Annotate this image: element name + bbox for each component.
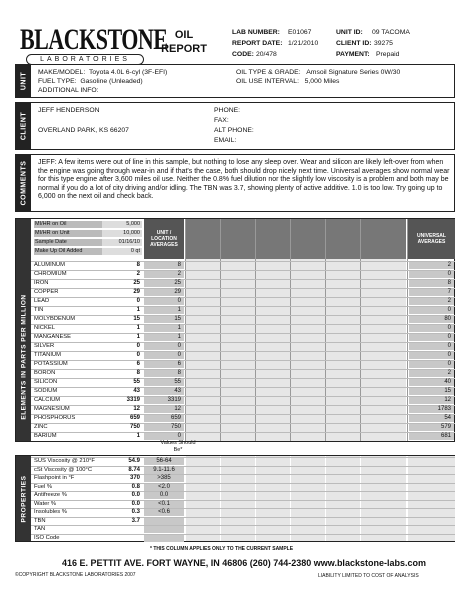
unit-section: UNIT MAKE/MODEL: Toyota 4.0L 6-cyl (3F-EFI) FUEL TYPE: Gasoline (Unleaded) ADDITIONAL INFO: OIL TYPE & GRADE: Amsoil Signature Series 0W/30 OIL USE INTERVAL: 5,000 Miles: [15, 64, 455, 98]
location-average: 1: [144, 307, 184, 314]
location-average: 0: [144, 343, 184, 350]
current-value: 0: [136, 298, 140, 304]
location-average: 6: [144, 361, 184, 368]
location-average: 43: [144, 388, 184, 395]
sample-info-label: Sample Date: [34, 239, 102, 246]
universal-average: 54: [409, 415, 454, 422]
properties-section: PROPERTIES SUS Viscosity @ 210°F 54.9 56-64 cSt Viscosity @ 100°C 8.74 9.1-11.6 Flashpoint in °F 370 >385 Fuel % 0.8 <2.0 Antifreeze % 0.0 0.0 Water % 0.0 <0.1 Insolubles % 0.3 <0.6 TBN 3.7 TAN ISO Code: [15, 455, 455, 542]
element-row: [31, 369, 455, 377]
element-name: TIN: [34, 307, 44, 313]
current-value: 12: [133, 406, 140, 412]
current-value: 55: [133, 379, 140, 385]
element-name: ALUMINUM: [34, 262, 65, 268]
current-value: 8: [136, 370, 140, 376]
current-value: 1: [136, 307, 140, 313]
current-value: 0: [136, 343, 140, 349]
current-value: 43: [133, 388, 140, 394]
property-name: Antifreeze %: [34, 492, 67, 498]
values-should-be-header: Values Should Be*: [160, 440, 196, 453]
current-value: 25: [133, 280, 140, 286]
element-name: SODIUM: [34, 388, 58, 394]
copyright: ©COPYRIGHT BLACKSTONE LABORATORIES 2007: [15, 572, 136, 578]
payment: Prepaid: [376, 51, 400, 58]
property-row: [31, 508, 455, 516]
fax-label: FAX:: [214, 117, 229, 124]
element-name: SILICON: [34, 379, 58, 385]
universal-average: 12: [409, 397, 454, 404]
fuel-type: Gasoline (Unleaded): [80, 78, 143, 85]
report-date: 1/21/2010: [288, 40, 319, 47]
location-average: 1: [144, 334, 184, 341]
current-value: 29: [133, 289, 140, 295]
universal-average: 0: [409, 334, 454, 341]
property-value: 0.8: [131, 483, 140, 490]
element-row: [31, 387, 455, 395]
location-average: 0: [144, 433, 184, 440]
lab-number: E01067: [288, 29, 312, 36]
property-name: TBN: [34, 517, 46, 524]
client-id: 39275: [374, 40, 393, 47]
element-name: POTASSIUM: [34, 361, 68, 367]
property-should-be: >385: [144, 475, 184, 482]
element-row: [31, 360, 455, 368]
oil-type: Amsoil Signature Series 0W/30: [306, 69, 401, 76]
property-row: [31, 491, 455, 499]
element-row: [31, 423, 455, 431]
element-name: ZINC: [34, 424, 48, 430]
location-average: 15: [144, 316, 184, 323]
universal-average: 8: [409, 280, 454, 287]
sample-info-label: Make Up Oil Added: [34, 248, 102, 255]
report-title: OIL REPORT: [161, 29, 207, 55]
element-row: [31, 261, 455, 269]
element-row: [31, 351, 455, 359]
location-average: 8: [144, 370, 184, 377]
property-name: SUS Viscosity @ 210°F: [34, 458, 95, 464]
element-name: IRON: [34, 280, 49, 286]
current-value: 1: [136, 433, 140, 439]
element-row: [31, 414, 455, 422]
property-should-be: 0.0: [144, 492, 184, 499]
element-name: LEAD: [34, 298, 50, 304]
property-row: [31, 534, 455, 542]
element-row: [31, 396, 455, 404]
element-name: CALCIUM: [34, 397, 61, 403]
element-row: [31, 378, 455, 386]
property-value: 370: [129, 475, 140, 481]
universal-average: 0: [409, 325, 454, 332]
additional-info: ADDITIONAL INFO:: [38, 87, 99, 94]
location-averages-header: UNIT / LOCATION AVERAGES: [144, 219, 184, 259]
make-model: Toyota 4.0L 6-cyl (3F-EFI): [89, 69, 168, 76]
location-average: 8: [144, 262, 184, 269]
location-average: 12: [144, 406, 184, 413]
email-label: EMAIL:: [214, 137, 237, 144]
property-row: [31, 525, 455, 533]
element-row: [31, 333, 455, 341]
property-name: cSt Viscosity @ 100°C: [34, 466, 93, 473]
sample-info-label: MI/HR on Unit: [34, 230, 102, 237]
element-row: [31, 279, 455, 287]
current-value: 1: [136, 325, 140, 331]
code: 20/478: [256, 51, 277, 58]
element-name: PHOSPHORUS: [34, 415, 76, 421]
property-should-be: 9.1-11.6: [144, 467, 184, 474]
universal-average: 2: [409, 370, 454, 377]
current-value: 2: [136, 271, 140, 277]
property-should-be: <0.6: [144, 509, 184, 516]
universal-average: 0: [409, 271, 454, 278]
universal-average: 0: [409, 361, 454, 368]
element-name: MOLYBDENUM: [34, 316, 76, 322]
current-value: 15: [133, 316, 140, 322]
universal-averages-header: UNIVERSAL AVERAGES: [408, 219, 455, 259]
phone-label: PHONE:: [214, 107, 241, 114]
location-average: 659: [144, 415, 184, 422]
element-row: [31, 270, 455, 278]
current-value: 3319: [126, 397, 140, 403]
client-city: OVERLAND PARK, KS 66207: [38, 127, 129, 134]
location-average: 750: [144, 424, 184, 431]
property-name: Fuel %: [34, 483, 53, 490]
property-should-be: [144, 535, 184, 542]
element-name: CHROMIUM: [34, 271, 67, 277]
oil-interval: 5,000 Miles: [304, 78, 340, 85]
universal-average: 579: [409, 424, 454, 431]
property-value: 0.0: [131, 492, 140, 498]
property-name: TAN: [34, 526, 46, 532]
property-value: 54.9: [128, 458, 140, 464]
element-name: BARIUM: [34, 433, 57, 439]
universal-average: 40: [409, 379, 454, 386]
element-name: COPPER: [34, 289, 59, 295]
element-row: [31, 288, 455, 296]
property-should-be: <0.1: [144, 501, 184, 508]
property-row: [31, 457, 455, 465]
element-row: [31, 315, 455, 323]
universal-average: 2: [409, 262, 454, 269]
location-average: 55: [144, 379, 184, 386]
sample-info-value: 10,000: [102, 230, 142, 237]
report-meta: LAB NUMBER: E01067 REPORT DATE: 1/21/2010 CODE: 20/478: [232, 29, 319, 58]
element-name: TITANIUM: [34, 352, 61, 358]
element-name: NICKEL: [34, 325, 55, 331]
alt-phone-label: ALT PHONE:: [214, 127, 254, 134]
current-value: 8: [136, 262, 140, 268]
property-name: Flashpoint in °F: [34, 475, 75, 481]
universal-average: 0: [409, 352, 454, 359]
current-value: 1: [136, 334, 140, 340]
elements-grid: ELEMENTS IN PARTS PER MILLION UNIT / LOCATION AVERAGES UNIVERSAL AVERAGES MI/HR on Oil 5,000 MI/HR on Unit 10,000 Sample Date 01/16/10 Make Up Oil Added 0 qt ALUMINUM 8 8 2 CHROMIUM 2 2 0 IRON 25 25 8 COPPER 29 29 7 LEAD 0 0 2 TIN 1 1 0 MOLYBDENUM 15 15 80 NICKEL 1 1 0 MANGANESE 1 1 0 SILVER 0 0 0 TITANIUM 0 0 0 POTASSIUM 6 6 0 BORON 8 8 2 SILICON 55 55 40 SODIUM 43 43 15 CALCIUM 3319 3319 12 MAGNESIUM 12 12 1783 PHOSPHORUS 659 659 54 ZINC 750 750 579 BARIUM 1 0 681: [15, 218, 455, 442]
universal-average: 0: [409, 343, 454, 350]
sample-info-label: MI/HR on Oil: [34, 221, 102, 228]
current-value: 0: [136, 352, 140, 358]
universal-average: 15: [409, 388, 454, 395]
footnote: * THIS COLUMN APPLIES ONLY TO THE CURRENT SAMPLE: [150, 546, 294, 552]
client-section: CLIENT JEFF HENDERSON OVERLAND PARK, KS 66207 PHONE: FAX: ALT PHONE: EMAIL:: [15, 102, 455, 150]
universal-average: 7: [409, 289, 454, 296]
property-value: 0.3: [131, 509, 140, 515]
property-should-be: 56-64: [144, 458, 184, 465]
comment-text: JEFF: A few items were out of line in this sample, but nothing to lose any sleep over. Wear and silicon are likely left-over from when the engine was going through wear-in and if that's the case, both should drop nicely next time. Universal averages show normal wear for this type engine after 3,600 miles oil use. Neither the 0.8% fuel dilution nor the slightly low viscosity is a problem and both may be normal if you do a lot of city driving and/or idling. The TBN was 3.7, showing plenty of active additive. 1.0 is too low. Try going up to 6,000 on the next oil and check back.: [38, 159, 450, 201]
sample-info-value: 01/16/10: [102, 239, 142, 246]
element-name: MANGANESE: [34, 334, 72, 340]
element-row: [31, 405, 455, 413]
element-row: [31, 432, 455, 440]
client-meta: UNIT ID: 09 TACOMA CLIENT ID: 39275 PAYMENT: Prepaid: [336, 29, 410, 58]
current-value: 750: [129, 424, 140, 430]
universal-average: 80: [409, 316, 454, 323]
element-name: SILVER: [34, 343, 55, 349]
element-name: MAGNESIUM: [34, 406, 70, 412]
property-value: 3.7: [131, 517, 140, 524]
property-value: 0.0: [131, 500, 140, 507]
universal-average: 681: [409, 433, 454, 440]
property-name: ISO Code: [34, 534, 60, 541]
current-value: 659: [129, 415, 140, 421]
current-value: 6: [136, 361, 140, 367]
property-row: [31, 474, 455, 482]
sample-info-value: 0 qt: [102, 248, 142, 255]
element-row: [31, 342, 455, 350]
property-should-be: [144, 518, 184, 525]
property-row: [31, 500, 455, 508]
universal-average: 1783: [409, 406, 454, 413]
property-name: Water %: [34, 500, 57, 507]
property-row: [31, 466, 455, 474]
location-average: 2: [144, 271, 184, 278]
location-average: 25: [144, 280, 184, 287]
property-row: [31, 517, 455, 525]
logo-subtitle: LABORATORIES: [26, 54, 144, 65]
property-should-be: <2.0: [144, 484, 184, 491]
property-value: 8.74: [128, 466, 140, 473]
client-name: JEFF HENDERSON: [38, 107, 100, 114]
location-average: 3319: [144, 397, 184, 404]
logo-wordmark: BLACKSTONE: [20, 22, 168, 56]
element-name: BORON: [34, 370, 56, 376]
unit-id: 09 TACOMA: [372, 29, 410, 36]
property-row: [31, 483, 455, 491]
sample-info-value: 5,000: [102, 221, 142, 228]
universal-average: 2: [409, 298, 454, 305]
property-name: Insolubles %: [34, 509, 67, 515]
universal-average: 0: [409, 307, 454, 314]
location-average: 29: [144, 289, 184, 296]
element-row: [31, 297, 455, 305]
element-row: [31, 324, 455, 332]
location-average: 0: [144, 352, 184, 359]
lab-address: 416 E. PETTIT AVE. FORT WAYNE, IN 46806 (260) 744-2380 www.blackstone-labs.com: [62, 558, 426, 568]
element-row: [31, 306, 455, 314]
comments-section: COMMENTS JEFF: A few items were out of line in this sample, but nothing to lose any sleep over. Wear and silicon are likely left-over from when the engine was going through wear-in and if that's the case, both should drop nicely next time. Universal averages show normal wear for this type engine after 3,600 miles oil use. Neither the 0.8% fuel dilution nor the slightly low viscosity is a problem and both may be normal if you do a lot of city driving and/or idling. The TBN was 3.7, showing plenty of active additive. 1.0 is too low. Try going up to 6,000 on the next oil and check back.: [15, 154, 455, 212]
location-average: 1: [144, 325, 184, 332]
liability-notice: LIABILITY LIMITED TO COST OF ANALYSIS: [318, 573, 419, 579]
blackstone-logo: [20, 22, 168, 66]
location-average: 0: [144, 298, 184, 305]
property-should-be: [144, 526, 184, 533]
